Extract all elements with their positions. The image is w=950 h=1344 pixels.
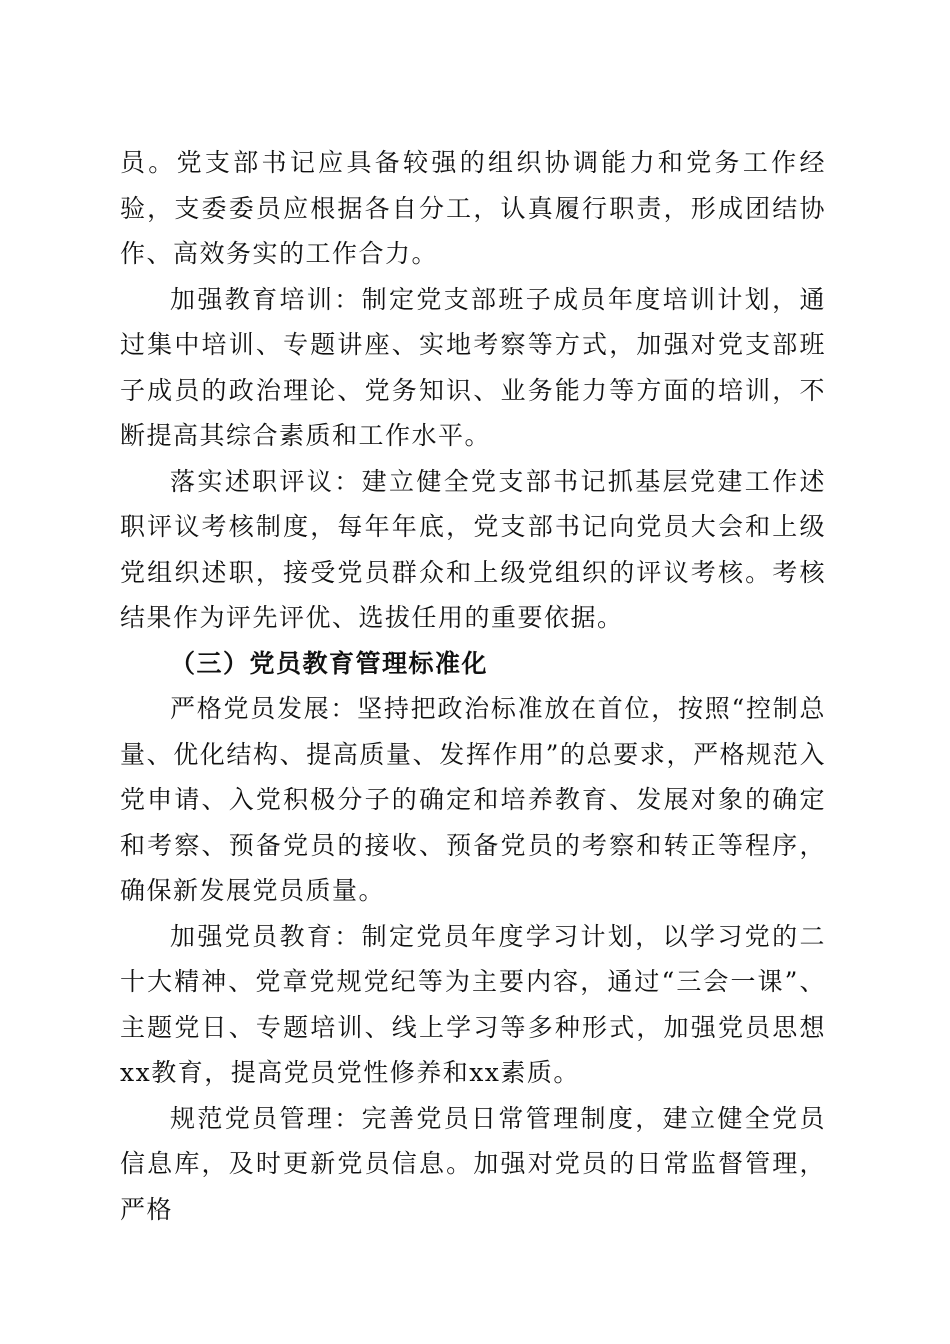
document-body	[120, 140, 826, 1232]
paragraph-education-training: 加强教育培训：制定党支部班子成员年度培训计划，通过集中培训、专题讲座、实地考察等方式，加强对党支部班子成员的政治理论、党务知识、业务能力等方面的培训，不断提高其综合素质和工作水平。	[120, 284, 826, 450]
section-heading-member-management: （三）党员教育管理标准化	[170, 648, 489, 678]
paragraph-member-management: 规范党员管理：完善党员日常管理制度，建立健全党员信息库，及时更新党员信息。加强对党员的日常监督管理，严格	[120, 1103, 826, 1224]
paragraph-continuation: 员。党支部书记应具备较强的组织协调能力和党务工作经验，支委委员应根据各自分工，认真履行职责，形成团结协作、高效务实的工作合力。	[120, 148, 826, 268]
paragraph-member-development: 严格党员发展：坚持把政治标准放在首位，按照“控制总量、优化结构、提高质量、发挥作用”的总要求，严格规范入党申请、入党积极分子的确定和培养教育、发展对象的确定和考察、预备党员的接收、预备党员的考察和转正等程序，确保新发展党员质量。	[120, 694, 826, 905]
paragraph-performance-review: 落实述职评议：建立健全党支部书记抓基层党建工作述职评议考核制度，每年年底，党支部书记向党员大会和上级党组织述职，接受党员群众和上级党组织的评议考核。考核结果作为评先评优、选拔任用的重要依据。	[120, 466, 826, 632]
paragraph-member-education: 加强党员教育：制定党员年度学习计划，以学习党的二十大精神、党章党规党纪等为主要内容，通过“三会一课”、主题党日、专题培训、线上学习等多种形式，加强党员思想xx教育，提高党员党性修养和xx素质。	[120, 921, 826, 1087]
